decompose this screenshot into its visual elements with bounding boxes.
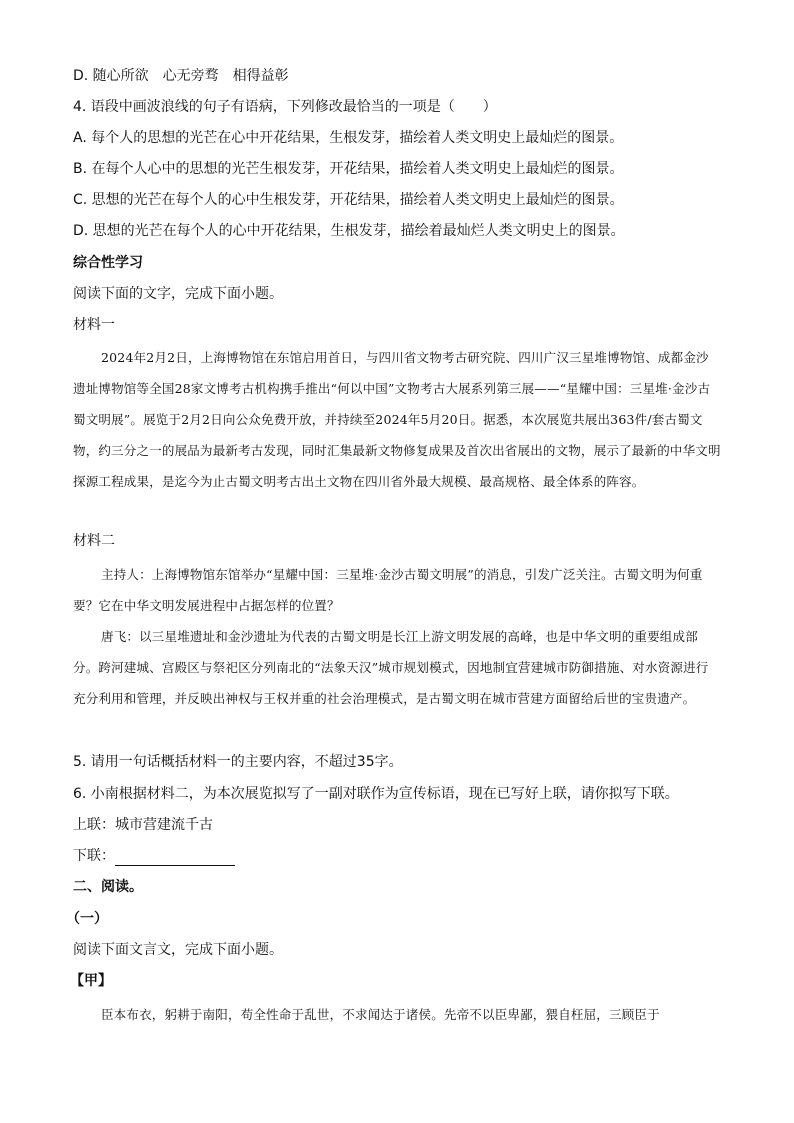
q4-option-c: C. 思想的光芒在每个人的心中生根发芽，开花结果，描绘着人类文明史上最灿烂的图景。 — [73, 192, 624, 208]
couplet-lower — [73, 846, 235, 866]
couplet-upper: 上联：城市营建流千古 — [73, 817, 213, 833]
q4-option-d: D. 思想的光芒在每个人的心中开花结果，生根发芽，描绘着最灿烂人类文明史上的图景。 — [73, 223, 625, 239]
q4-option-b: B. 在每个人心中的思想的光芒生根发芽，开花结果，描绘着人类文明史上最灿烂的图景。 — [73, 161, 624, 177]
jia-label: 【甲】 — [70, 973, 112, 989]
q6: 6. 小南根据材料二，为本次展览拟写了一副对联作为宣传标语，现在已写好上联，请你拟写下联。 — [73, 786, 679, 802]
couplet-lower-label: 下联： — [73, 848, 115, 864]
subsection-heading-one: （一） — [66, 911, 108, 927]
section-heading-comprehensive: 综合性学习 — [73, 255, 143, 271]
material1-paragraph — [73, 342, 721, 497]
material2-host-text: 主持人：上海博物馆东馆举办“星耀中国：三星堆·金沙古蜀文明展”的消息，引发广泛关注。古蜀文明为何重要？它在中华文明发展进程中占据怎样的位置？ — [73, 567, 703, 613]
instruction-read: 阅读下面的文字，完成下面小题。 — [73, 286, 283, 302]
material2-host-paragraph — [73, 559, 721, 621]
section-heading-reading: 二、阅读。 — [73, 879, 143, 895]
q4-stem: 4. 语段中画波浪线的句子有语病，下列修改最恰当的一项是（ ） — [73, 99, 497, 115]
q3-option-d: D. 随心所欲 心无旁骛 相得益彰 — [73, 68, 289, 84]
material2-label: 材料二 — [73, 533, 115, 549]
material1-label: 材料一 — [73, 317, 115, 333]
material1-text: 2024年2月2日，上海博物馆在东馆启用首日，与四川省文物考古研究院、四川广汉三星堆博物馆、成都金沙遗址博物馆等全国28家文博考古机构携手推出“何以中国”文物考古大展系列第三展——“星耀中国：三星堆·金沙古蜀文明展”。展览于2月2日向公众免费开放，并持续至2024年5月20日。据悉，本次展览共展出363件/套古蜀文物，约三分之一的展品为最新考古发现，同时汇集最新文物修复成果及首次出省展出的文物，展示了最新的中华文明探源工程成果，是迄今为止古蜀文明考古出土文物在四川省外最大规模、最高规格、最全体系的阵容。 — [73, 350, 721, 489]
jia-text: 臣本布衣，躬耕于南阳，苟全性命于乱世，不求闻达于诸侯。先帝不以臣卑鄙，猥自枉屈，三顾臣于 — [101, 1007, 660, 1022]
material2-expert-paragraph — [73, 621, 721, 714]
q5: 5. 请用一句话概括材料一的主要内容，不超过35字。 — [73, 754, 403, 770]
answer-blank[interactable] — [115, 849, 235, 866]
q4-option-a: A. 每个人的思想的光芒在心中开花结果，生根发芽，描绘着人类文明史上最灿烂的图景。 — [73, 130, 624, 146]
instruction-classical: 阅读下面文言文，完成下面小题。 — [73, 942, 283, 958]
jia-paragraph — [73, 999, 721, 1030]
material2-expert-text: 唐飞：以三星堆遗址和金沙遗址为代表的古蜀文明是长江上游文明发展的高峰，也是中华文明的重要组成部分。跨河建城、宫殿区与祭祀区分列南北的“法象天汉”城市规划模式，因地制宜营建城市防御措施、对水资源进行充分利用和管理，并反映出神权与王权并重的社会治理模式，是古蜀文明在城市营建方面留给后世的宝贵遗产。 — [73, 629, 709, 706]
